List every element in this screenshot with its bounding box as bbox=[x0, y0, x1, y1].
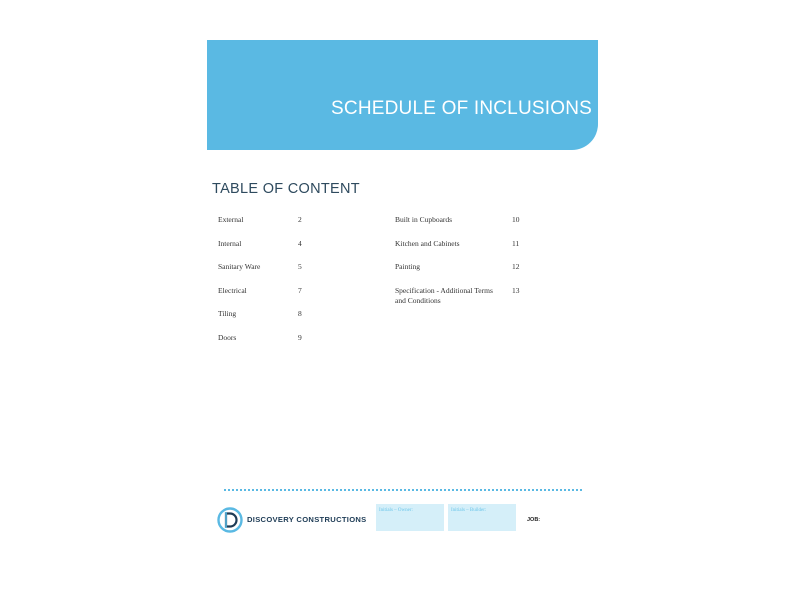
toc-item[interactable] bbox=[395, 215, 535, 239]
toc-item[interactable] bbox=[395, 262, 535, 286]
toc-left-column bbox=[218, 215, 328, 357]
builder-initials-label: Initials – Builder: bbox=[451, 508, 487, 513]
toc-item-page: 10 bbox=[512, 215, 520, 224]
toc-item[interactable] bbox=[218, 333, 328, 357]
toc-item-page: 4 bbox=[298, 238, 302, 248]
toc-item-page: 13 bbox=[512, 285, 520, 295]
toc-item[interactable] bbox=[218, 286, 328, 310]
builder-initials-field[interactable] bbox=[448, 504, 516, 531]
toc-item-label: Electrical bbox=[218, 285, 247, 295]
toc-item-label: Kitchen and Cabinets bbox=[395, 238, 460, 248]
toc-item-page: 12 bbox=[512, 262, 520, 272]
toc-item-label: External bbox=[218, 215, 244, 224]
header-banner bbox=[207, 40, 598, 150]
job-label: JOB: bbox=[527, 517, 541, 523]
toc-item-page: 9 bbox=[298, 332, 302, 342]
dotted-divider bbox=[224, 489, 582, 491]
toc-item-label: Internal bbox=[218, 238, 242, 248]
toc-right-column bbox=[395, 215, 535, 309]
toc-item[interactable] bbox=[395, 286, 535, 310]
toc-item-page: 2 bbox=[298, 215, 302, 224]
owner-initials-field[interactable] bbox=[376, 504, 444, 531]
discovery-logo-icon bbox=[217, 507, 243, 533]
toc-item-page: 7 bbox=[298, 285, 302, 295]
toc-item-label: Tiling bbox=[218, 309, 237, 319]
banner-title: SCHEDULE OF INCLUSIONS bbox=[331, 98, 592, 119]
toc-item[interactable] bbox=[395, 239, 535, 263]
document-page bbox=[207, 40, 598, 570]
toc-item-page: 8 bbox=[298, 309, 302, 319]
toc-item-label: Doors bbox=[218, 332, 237, 342]
toc-item-page: 11 bbox=[512, 238, 520, 248]
company-name: DISCOVERY CONSTRUCTIONS bbox=[247, 515, 367, 524]
toc-heading: TABLE OF CONTENT bbox=[212, 181, 360, 197]
toc-item[interactable] bbox=[218, 262, 328, 286]
toc-item-label: Specification - Additional Terms and Conditions bbox=[395, 285, 493, 305]
toc-item[interactable] bbox=[218, 309, 328, 333]
owner-initials-label: Initials – Owner: bbox=[379, 508, 413, 513]
toc-item[interactable] bbox=[218, 239, 328, 263]
toc-item[interactable] bbox=[218, 215, 328, 239]
toc-item-page: 5 bbox=[298, 262, 302, 272]
toc-item-label: Built in Cupboards bbox=[395, 215, 453, 224]
page-footer bbox=[207, 502, 598, 562]
toc-item-label: Sanitary Ware bbox=[218, 262, 261, 272]
toc-item-label: Painting bbox=[395, 262, 421, 272]
